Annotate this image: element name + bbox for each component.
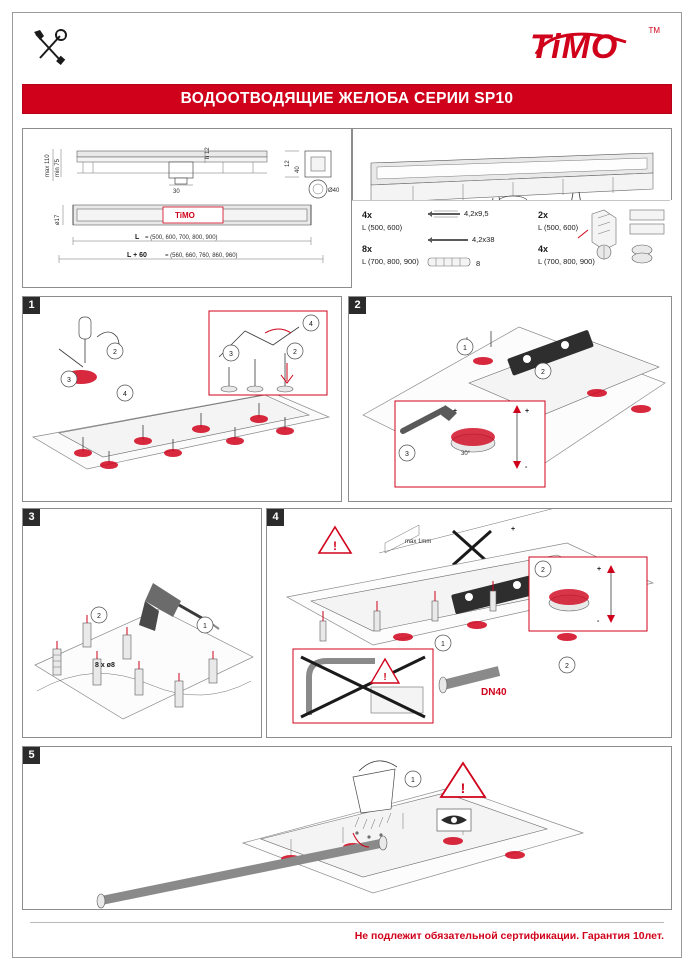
step-3-number: 3 xyxy=(23,509,40,526)
svg-text:!: ! xyxy=(460,780,466,796)
step-5-number: 5 xyxy=(23,747,40,764)
footer-divider xyxy=(30,922,664,923)
svg-text:40: 40 xyxy=(295,166,301,173)
svg-text:TiMO: TiMO xyxy=(175,211,195,220)
svg-text:Ø40: Ø40 xyxy=(328,188,340,194)
svg-text:L (700, 800, 900): L (700, 800, 900) xyxy=(538,257,595,266)
svg-text:!: ! xyxy=(383,672,387,683)
svg-text:L (700, 800, 900): L (700, 800, 900) xyxy=(362,257,419,266)
step-4-panel xyxy=(266,508,672,738)
svg-text:-: - xyxy=(525,464,528,471)
svg-text:L + 60: L + 60 xyxy=(127,252,147,259)
svg-text:8x: 8x xyxy=(362,244,373,254)
tools-icon xyxy=(30,26,84,70)
step-1-number: 1 xyxy=(23,297,40,314)
svg-text:+: + xyxy=(525,408,530,415)
svg-text:2: 2 xyxy=(565,663,569,670)
svg-text:4,2x9,5: 4,2x9,5 xyxy=(464,209,489,218)
callout-3: 3 xyxy=(67,377,71,384)
svg-text:= (500, 600, 700, 800, 900): = (500, 600, 700, 800, 900) xyxy=(145,235,218,241)
svg-text:4x: 4x xyxy=(538,244,549,254)
svg-text:2: 2 xyxy=(541,567,545,574)
step-2-number: 2 xyxy=(349,297,366,314)
step-2-panel xyxy=(348,296,672,502)
svg-text:3: 3 xyxy=(229,351,233,358)
step-5-panel xyxy=(22,746,672,910)
svg-text:+: + xyxy=(511,526,516,533)
step-3-panel xyxy=(22,508,262,738)
svg-text:max 1mm: max 1mm xyxy=(405,539,432,545)
step-4-number: 4 xyxy=(267,509,284,526)
svg-text:8: 8 xyxy=(476,259,481,268)
brand-logo-text: TiMO xyxy=(530,28,619,66)
pipe-label: DN40 xyxy=(481,687,507,698)
svg-text:ø17: ø17 xyxy=(55,214,61,225)
drill-note: 8 x ø8 xyxy=(95,662,115,669)
svg-text:30: 30 xyxy=(173,189,180,195)
svg-text:12: 12 xyxy=(285,160,291,167)
svg-text:max 110: max 110 xyxy=(45,154,51,177)
trademark-symbol: TM xyxy=(648,26,660,35)
svg-text:!: ! xyxy=(333,539,337,553)
svg-text:2: 2 xyxy=(97,613,101,620)
svg-text:2: 2 xyxy=(293,349,297,356)
svg-text:4: 4 xyxy=(309,321,313,328)
svg-text:1: 1 xyxy=(463,345,467,352)
svg-text:L (500, 600): L (500, 600) xyxy=(362,223,403,232)
callout-4: 4 xyxy=(123,391,127,398)
header xyxy=(16,16,678,78)
svg-text:L: L xyxy=(135,234,140,241)
svg-text:= (560, 660, 760, 860, 960): = (560, 660, 760, 860, 960) xyxy=(165,253,238,259)
callout-2: 2 xyxy=(113,349,117,356)
brand-logo xyxy=(530,24,660,70)
footer-note: Не подлежит обязательной сертификации. Гарантия 10лет. xyxy=(354,930,664,942)
document-title-bar xyxy=(22,84,672,114)
svg-text:4,2x38: 4,2x38 xyxy=(472,235,495,244)
svg-text:+: + xyxy=(597,566,602,573)
svg-text:h 12: h 12 xyxy=(205,147,211,159)
document-title: ВОДООТВОДЯЩИЕ ЖЕЛОБА СЕРИИ SP10 xyxy=(180,90,514,107)
svg-text:+: + xyxy=(453,408,458,415)
svg-text:min 75: min 75 xyxy=(55,158,61,177)
svg-text:4x: 4x xyxy=(362,210,373,220)
svg-text:1: 1 xyxy=(441,641,445,648)
svg-text:-: - xyxy=(597,618,600,625)
svg-text:3: 3 xyxy=(405,451,409,458)
parts-list-panel xyxy=(352,200,672,288)
step-1-panel xyxy=(22,296,342,502)
svg-text:L (500, 600): L (500, 600) xyxy=(538,223,579,232)
svg-text:1: 1 xyxy=(203,623,207,630)
svg-text:2x: 2x xyxy=(538,210,549,220)
svg-text:2: 2 xyxy=(541,369,545,376)
svg-text:30°: 30° xyxy=(461,451,471,457)
svg-text:1: 1 xyxy=(411,777,415,784)
technical-drawing-panel xyxy=(22,128,352,288)
